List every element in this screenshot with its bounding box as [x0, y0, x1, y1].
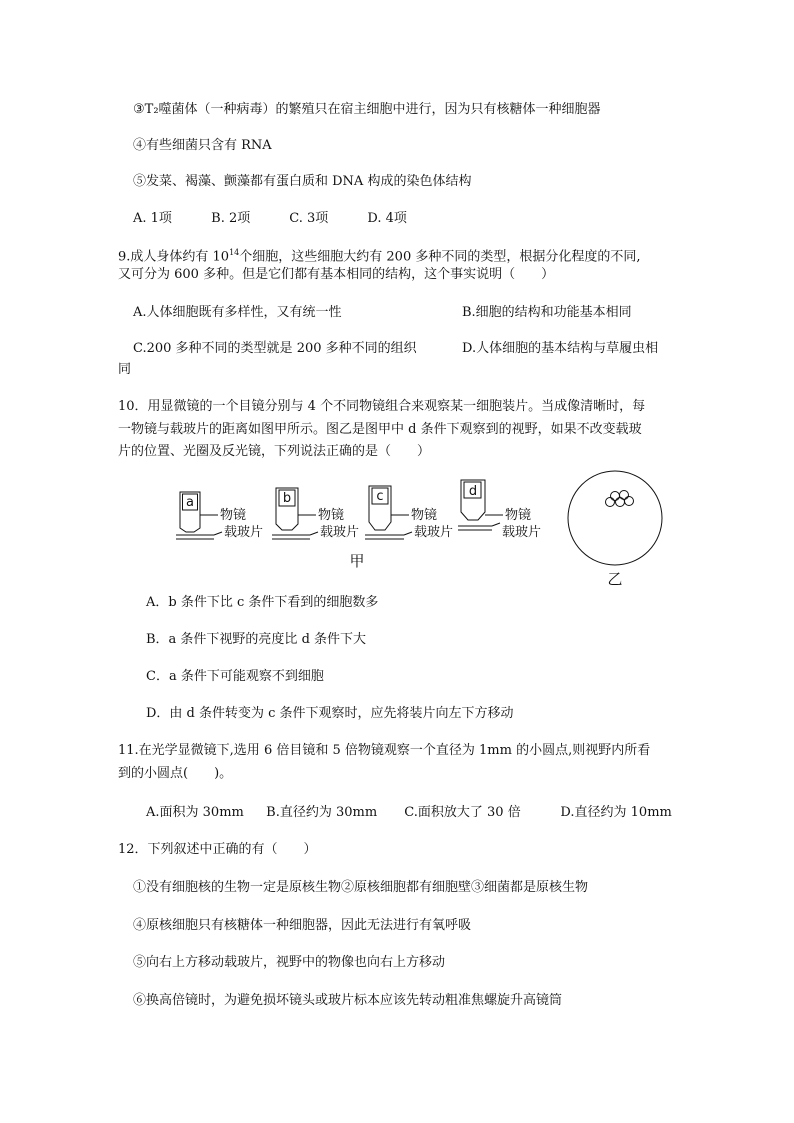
objective-c	[365, 486, 412, 539]
q10-option-a: A．b 条件下比 c 条件下看到的细胞数多	[146, 595, 379, 610]
objective-d-letter: d	[468, 484, 478, 499]
q12-item-5: ⑤向右上方移动载玻片，视野中的物像也向右上方移动	[133, 955, 446, 970]
lens-label-c: 物镜	[411, 508, 438, 523]
q11-option-a: A.面积为 30mm	[146, 805, 244, 820]
q12-stem: 12．下列叙述中正确的有（ ）	[118, 842, 317, 857]
q11-option-d: D.直径约为 10mm	[560, 805, 672, 820]
q8-option-d: D. 4项	[367, 211, 407, 226]
lens-label-a: 物镜	[220, 508, 247, 523]
q8-option-a: A. 1项	[133, 211, 172, 226]
q8-item-3: ③T₂噬菌体（一种病毒）的繁殖只在宿主细胞中进行，因为只有核糖体一种细胞器	[133, 102, 601, 117]
slide-label-c: 载玻片	[414, 525, 454, 540]
objective-a-letter: a	[186, 495, 194, 510]
lens-label-b: 物镜	[318, 508, 345, 523]
q9-exponent: 14	[229, 248, 240, 257]
figure-label-jia: 甲	[349, 552, 365, 570]
q9-stem-part-2: 个细胞，这些细胞大约有 200 多种不同的类型，根据分化程度的不同,	[239, 249, 641, 265]
slide-label-b: 载玻片	[320, 525, 360, 540]
q9-stem-part-1: 9.成人身体约有 10	[118, 249, 230, 265]
q10-option-d: D．由 d 条件转变为 c 条件下观察时，应先将装片向左下方移动	[146, 706, 514, 721]
objective-d	[458, 480, 503, 530]
q9-option-a: A.人体细胞既有多样性，又有统一性	[133, 305, 342, 320]
q11-options	[146, 804, 672, 822]
q9-option-d: D.人体细胞的基本结构与草履虫相	[462, 341, 659, 356]
q11-option-c: C.面积放大了 30 倍	[404, 805, 521, 820]
q8-item-4: ④有些细菌只含有 RNA	[133, 138, 272, 153]
objective-a	[176, 492, 222, 539]
q11-stem-line-1: 11.在光学显微镜下,选用 6 倍目镜和 5 倍物镜观察一个直径为 1mm 的小圆点,则视野内所看	[118, 743, 651, 758]
q10-figure	[0, 470, 794, 590]
q10-option-c: C．a 条件下可能观察不到细胞	[146, 669, 324, 684]
q10-option-b: B．a 条件下视野的亮度比 d 条件下大	[146, 632, 367, 647]
q10-stem-line-3: 片的位置、光圈及反光镜，下列说法正确的是（ ）	[118, 444, 431, 459]
objective-b-letter: b	[282, 491, 292, 506]
figure-label-yi: 乙	[607, 570, 623, 588]
slide-label-d: 载玻片	[502, 525, 542, 540]
q11-option-b: B.直径约为 30mm	[266, 805, 378, 820]
field-of-view	[568, 471, 662, 565]
q12-item-1-3: ①没有细胞核的生物一定是原核生物②原核细胞都有细胞壁③细菌都是原核生物	[133, 880, 589, 895]
q8-option-c: C. 3项	[289, 211, 329, 226]
slide-label-a: 载玻片	[224, 525, 264, 540]
objective-c-letter: c	[376, 489, 384, 504]
q9-option-c: C.200 多种不同的类型就是 200 多种不同的组织	[133, 341, 417, 356]
q9-stem-line-2: 又可分为 600 多种。但是它们都有基本相同的结构，这个事实说明（ ）	[118, 267, 555, 282]
q8-options	[133, 210, 407, 228]
q12-item-4: ④原核细胞只有核糖体一种细胞器，因此无法进行有氧呼吸	[133, 918, 472, 933]
q8-item-5: ⑤发菜、褐藻、颤藻都有蛋白质和 DNA 构成的染色体结构	[133, 174, 472, 189]
q12-item-6: ⑥换高倍镜时，为避免损坏镜头或玻片标本应该先转动粗准焦螺旋升高镜筒	[133, 993, 563, 1008]
objective-b	[272, 488, 318, 539]
lens-label-d: 物镜	[505, 508, 532, 523]
q10-stem-line-2: 一物镜与载玻片的距离如图甲所示。图乙是图甲中 d 条件下观察到的视野，如果不改变载玻	[118, 422, 642, 437]
q9-option-b: B.细胞的结构和功能基本相同	[462, 305, 632, 320]
q9-option-d-wrap: 同	[118, 362, 132, 377]
q10-stem-line-1: 10．用显微镜的一个目镜分别与 4 个不同物镜组合来观察某一细胞装片。当成像清晰时，每	[118, 399, 646, 414]
q11-stem-line-2: 到的小圆点( )。	[118, 766, 233, 781]
q9-stem-line-1	[118, 244, 640, 266]
q8-option-b: B. 2项	[211, 211, 251, 226]
